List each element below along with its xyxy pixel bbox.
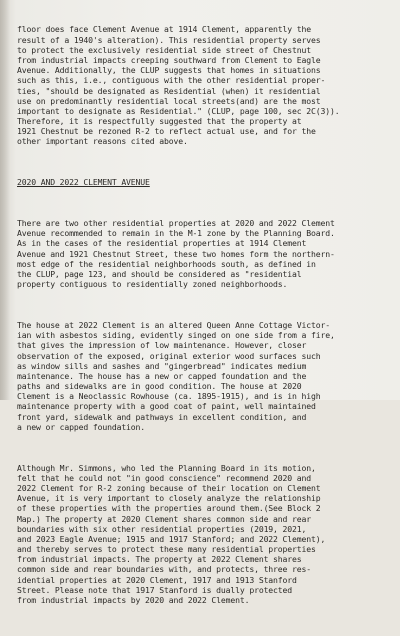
text-line: to protect the exclusively residential side street of Chestnut: [17, 44, 311, 55]
document-text: [17, 4, 397, 636]
text-line: front yard, sidewalk and pathways in excellent condition, and: [17, 411, 307, 422]
text-line: use on predominantly residential local streets(and) are the most: [17, 95, 321, 106]
paragraph-planning-board: [17, 463, 397, 606]
page-binding-shadow: [0, 0, 10, 400]
text-line: paths and sidewalks are in good condition. The house at 2020: [17, 381, 302, 392]
text-line: Street. Please note that 1917 Stanford is dually protected: [17, 584, 293, 595]
text-line: most edge of the residential neighborhoods south, as defined in: [17, 258, 316, 269]
text-line: Clement is a Neoclassic Rowhouse (ca. 1895-1915), and is in high: [17, 391, 321, 402]
text-line: 1921 Chestnut be rezoned R-2 to reflect actual use, and for the: [17, 126, 316, 137]
text-line: Although Mr. Simmons, who led the Planning Board in its motion,: [17, 462, 316, 473]
text-line: The house at 2022 Clement is an altered Queen Anne Cottage Victor-: [17, 319, 330, 330]
text-line: a new or capped foundation.: [17, 421, 146, 432]
text-line: from industrial impacts by 2020 and 2022 Clement.: [17, 595, 250, 606]
text-line: boundaries with six other residential properties (2019, 2021,: [17, 523, 307, 534]
text-line: 2022 Clement for R-2 zoning because of their location on Clement: [17, 482, 321, 493]
text-line: the CLUP, page 123, and should be considered as "residential: [17, 268, 302, 279]
text-line: important to designate as Residential." (CLUP, page 100, sec 2C(3)).: [17, 105, 340, 116]
text-line: Avenue. Additionally, the CLUP suggests that homes in situations: [17, 65, 321, 76]
section-heading: 2020 AND 2022 CLEMENT AVENUE: [17, 177, 150, 188]
text-line: Avenue recommended to remain in the M-1 zone by the Planning Board.: [17, 228, 335, 239]
text-line: and 2023 Eagle Avenue; 1915 and 1917 Stanford; and 2022 Clement),: [17, 533, 326, 544]
text-line: ian with asbestos siding, evidently singed on one side from a fire,: [17, 330, 335, 341]
text-line: As in the cases of the residential properties at 1914 Clement: [17, 238, 307, 249]
text-line: from industrial impacts. The property at 2022 Clement shares: [17, 554, 302, 565]
text-line: as window sills and sashes and "gingerbread" indicates medium: [17, 360, 307, 371]
intro-paragraph: [17, 24, 397, 146]
text-line: maintenance property with a good coat of paint, well maintained: [17, 401, 316, 412]
text-line: Avenue and 1921 Chestnut Street, these two homes form the northern-: [17, 248, 335, 259]
text-line: observation of the exposed, original exterior wood surfaces such: [17, 350, 321, 361]
text-line: felt that he could not "in good conscience" recommend 2020 and: [17, 472, 311, 483]
text-line: Therefore, it is respectfully suggested that the property at: [17, 116, 302, 127]
text-line: from industrial impacts creeping southward from Clement to Eagle: [17, 54, 321, 65]
text-line: common side and rear boundaries with, and protects, three res-: [17, 564, 311, 575]
text-line: There are two other residential properties at 2020 and 2022 Clement: [17, 218, 335, 229]
text-line: that gives the impression of low maintenance. However, closer: [17, 340, 307, 351]
text-line: Avenue, it is very important to closely analyze the relationship: [17, 493, 321, 504]
text-line: floor does face Clement Avenue at 1914 Clement, apparently the: [17, 24, 311, 35]
text-line: Map.) The property at 2020 Clement shares common side and rear: [17, 513, 311, 524]
text-line: of these properties with the properties around them.(See Block 2: [17, 503, 321, 514]
text-line: maintenance. The house has a new or capped foundation and the: [17, 370, 307, 381]
paragraph-residential-properties: [17, 218, 397, 289]
text-line: idential properties at 2020 Clement, 1917 and 1913 Stanford: [17, 574, 297, 585]
text-line: other important reasons cited above.: [17, 136, 188, 147]
text-line: result of a 1940's alteration). This residential property serves: [17, 34, 321, 45]
text-line: ties, "should be designated as Residential (when) it residential: [17, 85, 321, 96]
paragraph-house-condition: [17, 320, 397, 432]
text-line: property contiguous to residentially zoned neighborhoods.: [17, 279, 288, 290]
text-line: and thereby serves to protect these many residential properties: [17, 544, 316, 555]
text-line: such as this, i.e., contiguous with the other residential proper-: [17, 75, 326, 86]
